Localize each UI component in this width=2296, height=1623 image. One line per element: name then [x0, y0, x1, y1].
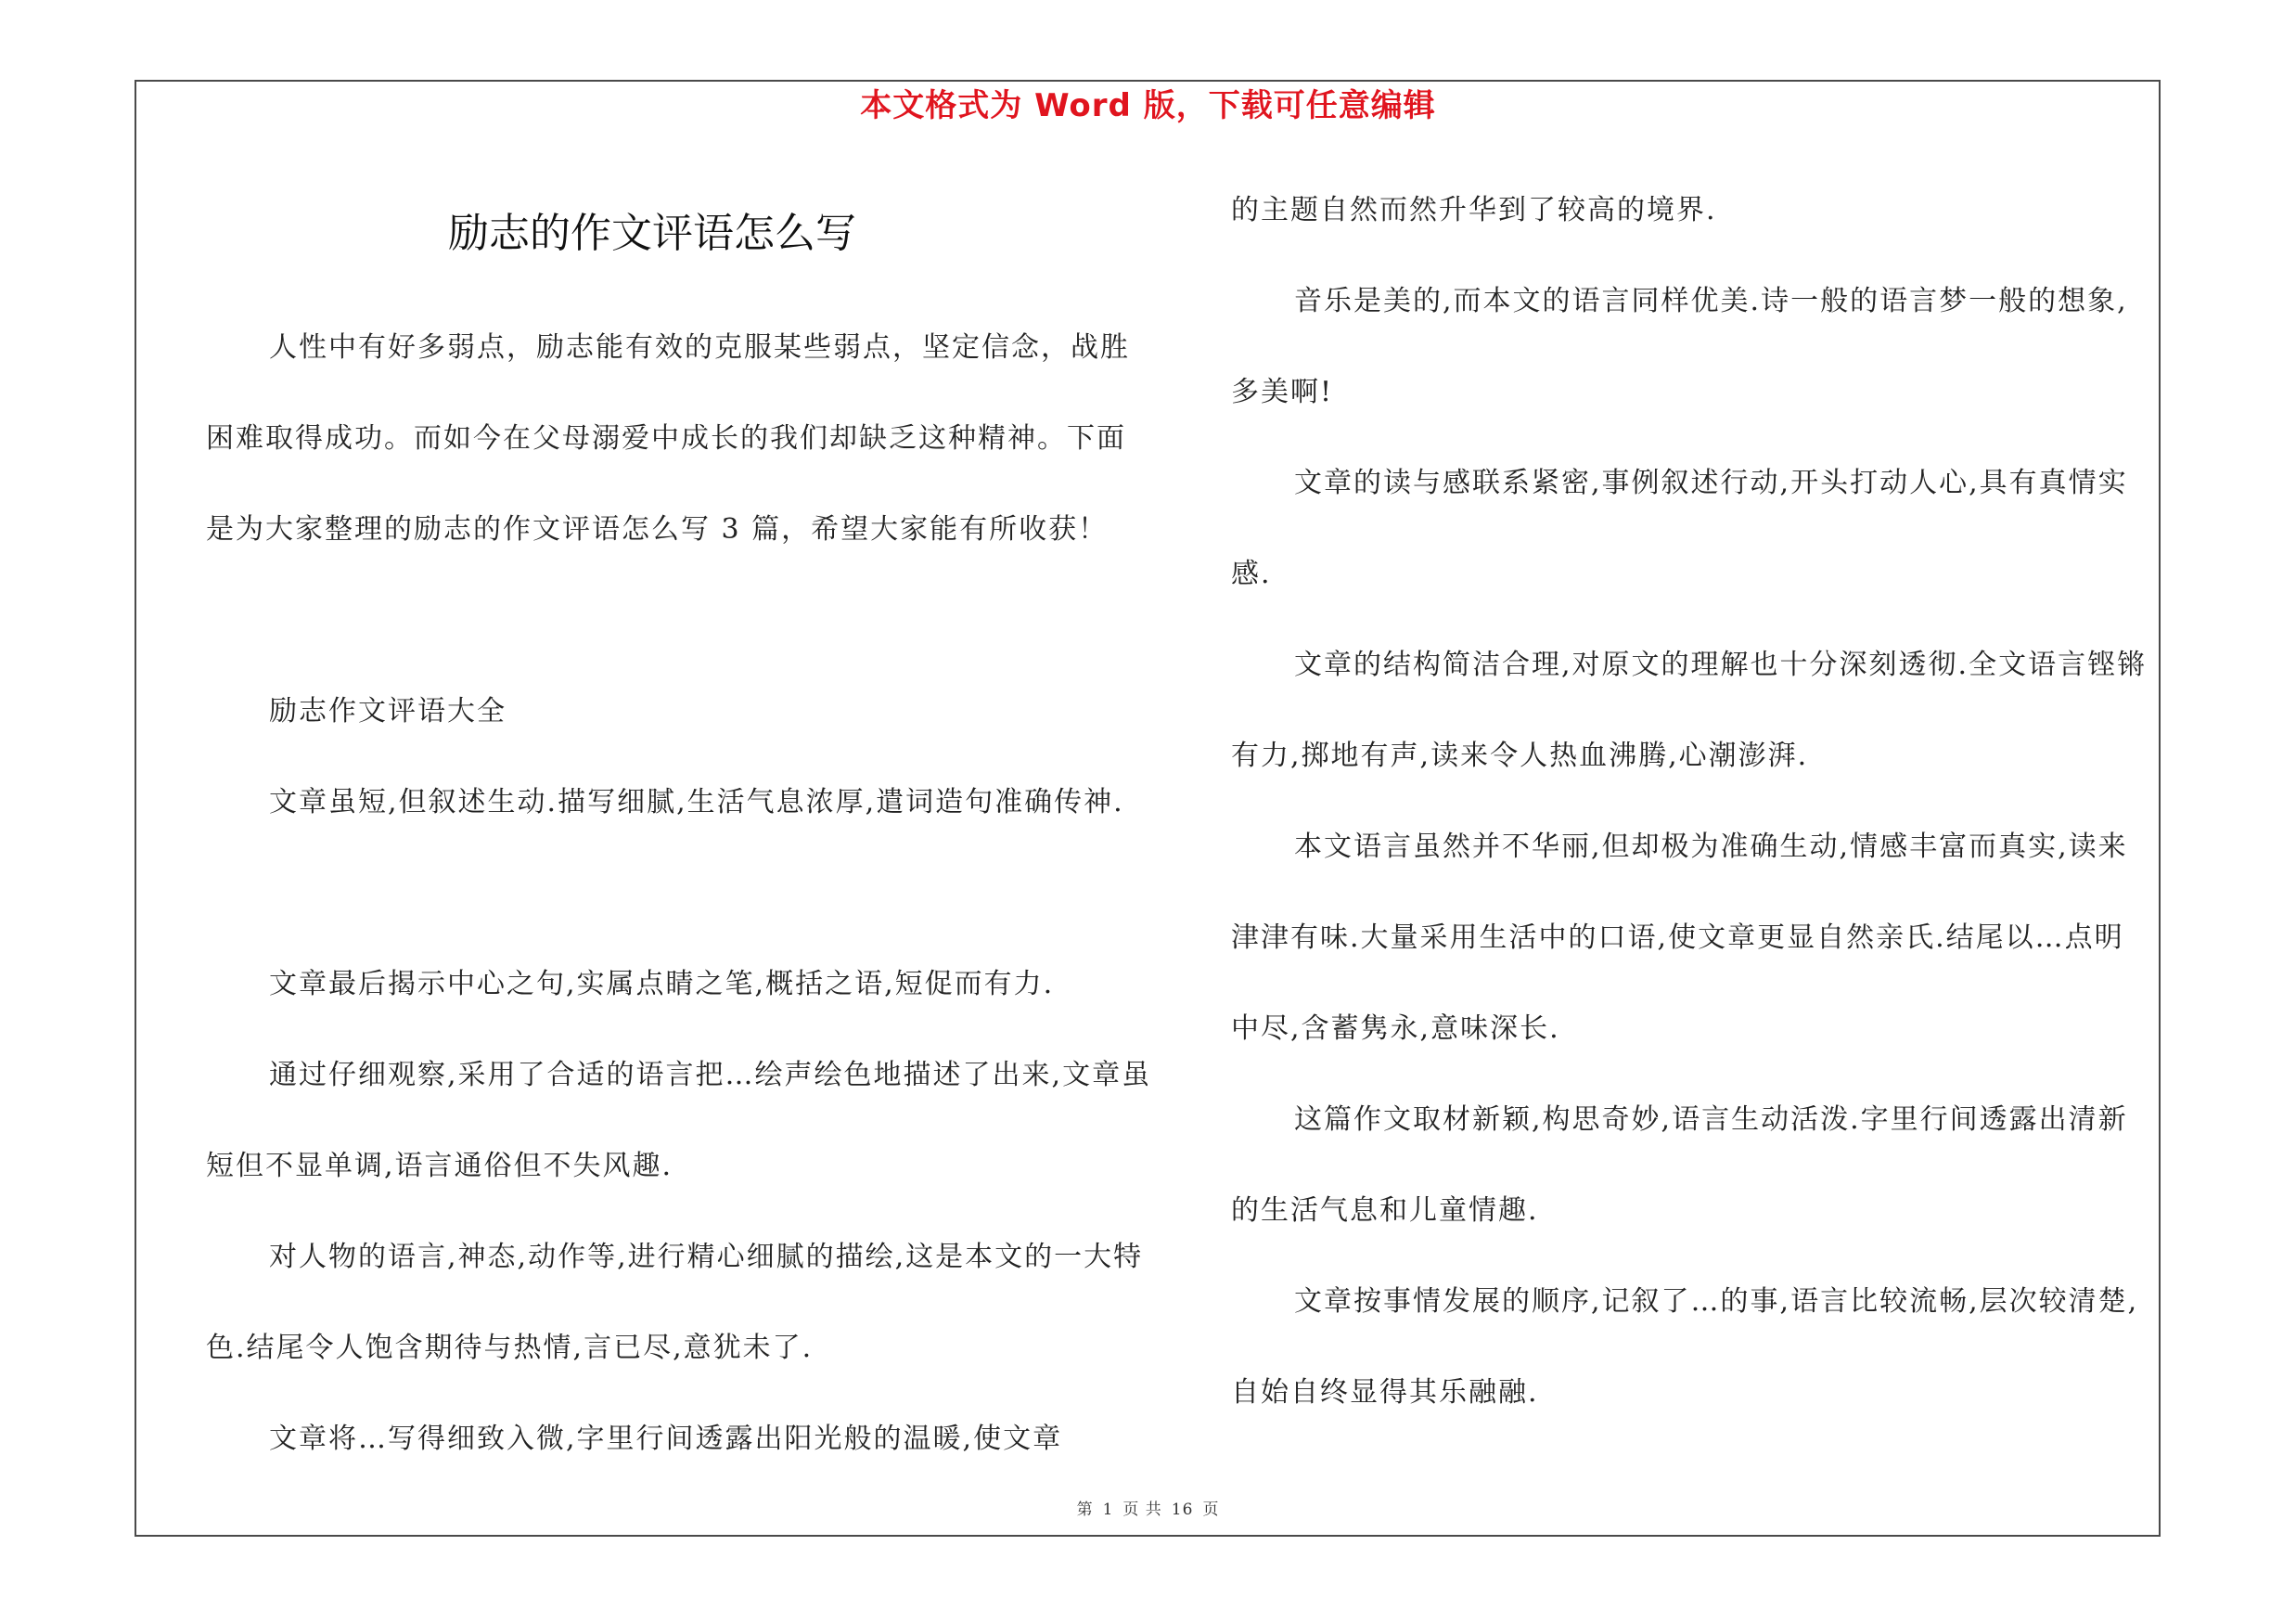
paragraph: 对人物的语言,神态,动作等,进行精心细腻的描绘,这是本文的一大特色.结尾令人饱含期待与热情,言已尽,意犹未了.	[206, 1241, 1144, 1364]
paragraph: 文章虽短,但叙述生动.描写细腻,生活气息浓厚,遣词造句准确传神.	[269, 786, 1124, 818]
format-banner-text: 本文格式为 Word 版，下载可任意编辑	[860, 87, 1436, 124]
paragraph: 本文语言虽然并不华丽,但却极为准确生动,情感丰富而真实,读来津津有味.大量采用生活中的口语,使文章更显自然亲氏.结尾以…点明中尽,含蓄隽永,意味深长.	[1231, 831, 2128, 1045]
paragraph-continued: 的主题自然而然升华到了较高的境界.	[1231, 194, 1717, 226]
page-footer	[0, 1496, 2296, 1519]
paragraph: 通过仔细观察,采用了合适的语言把…绘声绘色地描述了出来,文章虽短但不显单调,语言通俗但不失风趣.	[206, 1059, 1152, 1182]
paragraph: 文章按事情发展的顺序,记叙了…的事,语言比较流畅,层次较清楚,自始自终显得其乐融融.	[1231, 1285, 2139, 1409]
footer-middle: 页 共	[1122, 1501, 1162, 1519]
paragraph: 音乐是美的,而本文的语言同样优美.诗一般的语言梦一般的想象,多美啊!	[1231, 285, 2128, 408]
document-title: 励志的作文评语怎么写	[448, 210, 856, 257]
format-banner	[0, 85, 2296, 126]
paragraph: 这篇作文取材新颖,构思奇妙,语言生动活泼.字里行间透露出清新的生活气息和儿童情趣.	[1231, 1103, 2128, 1227]
paragraph: 文章最后揭示中心之句,实属点睛之笔,概括之语,短促而有力.	[269, 968, 1055, 1000]
paragraph: 文章的读与感联系紧密,事例叙述行动,开头打动人心,具有真情实感.	[1231, 467, 2128, 590]
paragraph: 文章的结构简洁合理,对原文的理解也十分深刻透彻.全文语言铿锵有力,掷地有声,读来令人热血沸腾,心潮澎湃.	[1231, 649, 2148, 772]
paragraph: 文章将…写得细致入微,字里行间透露出阳光般的温暖,使文章	[269, 1423, 1063, 1455]
footer-page-number: 1	[1102, 1501, 1114, 1519]
footer-prefix: 第	[1076, 1501, 1094, 1519]
paragraph: 人性中有好多弱点，励志能有效的克服某些弱点，坚定信念，战胜困难取得成功。而如今在父母溺爱中成长的我们却缺乏这种精神。下面是为大家整理的励志的作文评语怎么写 3 篇，希望大家能有所收获！	[206, 331, 1130, 546]
footer-suffix: 页	[1202, 1501, 1220, 1519]
footer-total-pages: 16	[1171, 1501, 1194, 1519]
section-heading: 励志作文评语大全	[269, 695, 507, 728]
